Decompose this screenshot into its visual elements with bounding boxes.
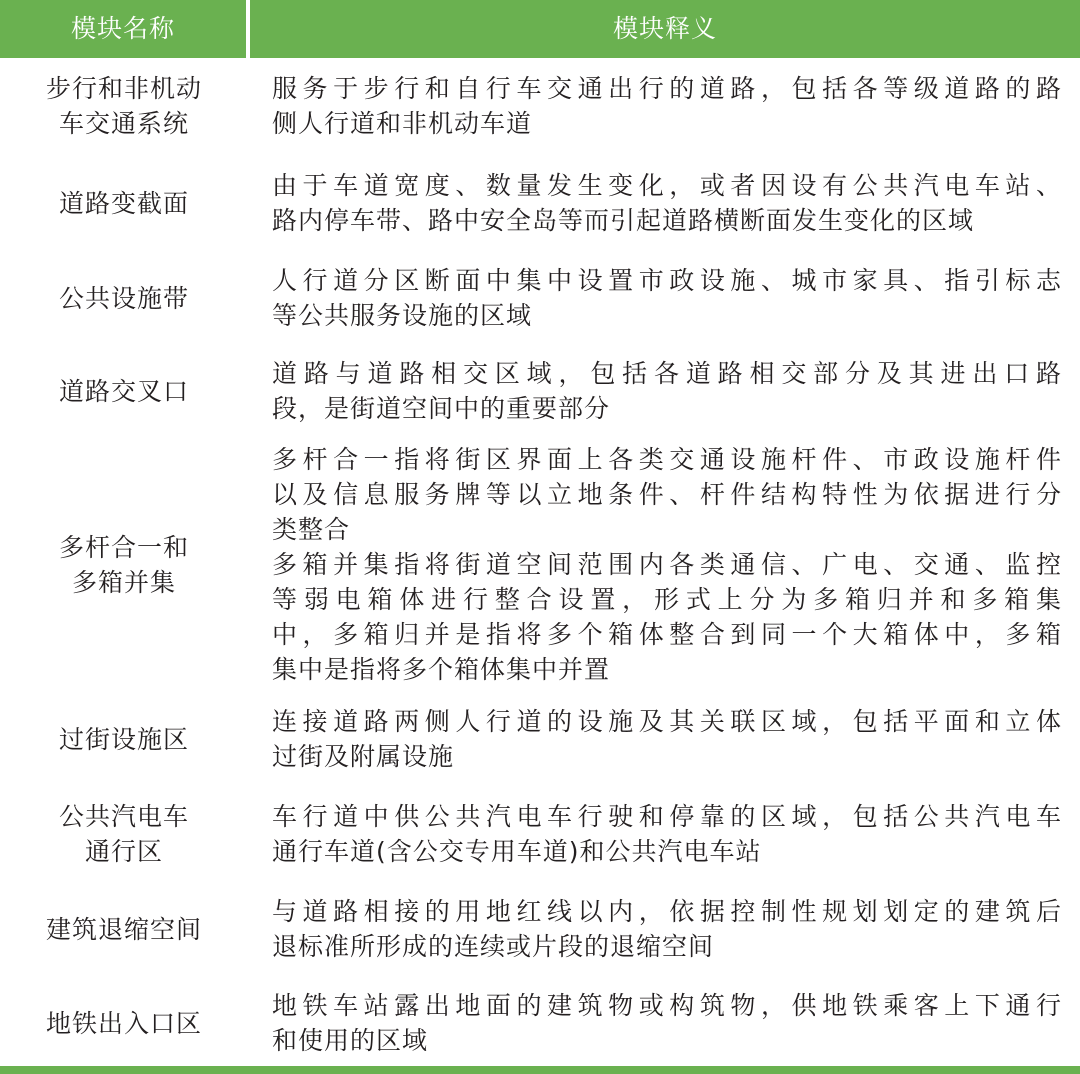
desc-line: 车行道中供公共汽电车行驶和停靠的区域，包括公共汽电车 — [272, 802, 1062, 831]
module-desc — [272, 441, 1062, 688]
desc-line: 路内停车带、路中安全岛等而引起道路横断面发生变化的区域 — [272, 206, 975, 235]
desc-line: 与道路相接的用地红线以内，依据控制性规划划定的建筑后 — [272, 897, 1062, 926]
desc-line: 道路与道路相交区域，包括各道路相交部分及其进出口路 — [272, 359, 1062, 388]
desc-line: 类整合 — [272, 515, 351, 544]
module-name: 道路交叉口 — [58, 376, 189, 406]
table-bottom-border — [0, 1066, 1080, 1074]
desc-line: 人行道分区断面中集中设置市政设施、城市家具、指引标志 — [272, 266, 1062, 295]
desc-line: 侧人行道和非机动车道 — [272, 109, 533, 138]
table-row — [0, 798, 1080, 870]
desc-line: 等公共服务设施的区域 — [272, 301, 533, 330]
module-name: 建筑退缩空间 — [45, 914, 202, 944]
module-desc — [272, 70, 1062, 142]
table-row — [0, 893, 1080, 965]
module-name: 多杆合一和 多箱并集 — [58, 532, 189, 597]
table-row — [0, 70, 1080, 142]
module-desc — [272, 262, 1062, 334]
desc-line: 由于车道宽度、数量发生变化，或者因设有公共汽电车站、 — [272, 171, 1062, 200]
desc-line: 过街及附属设施 — [272, 742, 455, 771]
desc-line: 多杆合一指将街区界面上各类交通设施杆件、市政设施杆件 — [272, 445, 1062, 474]
module-name: 过街设施区 — [58, 724, 189, 754]
module-desc — [272, 355, 1062, 427]
desc-line: 以及信息服务牌等以立地条件、杆件结构特性为依据进行分 — [272, 480, 1062, 509]
table-header — [0, 0, 1080, 58]
desc-line: 等弱电箱体进行整合设置，形式上分为多箱归并和多箱集 — [272, 585, 1062, 614]
desc-line: 地铁车站露出地面的建筑物或构筑物，供地铁乘客上下通行 — [272, 991, 1062, 1020]
desc-line: 和使用的区域 — [272, 1026, 429, 1055]
header-module-name: 模块名称 — [0, 0, 246, 58]
module-desc — [272, 167, 1062, 239]
module-desc — [272, 893, 1062, 965]
module-desc — [272, 987, 1062, 1059]
desc-line: 退标准所形成的连续或片段的退缩空间 — [272, 932, 715, 961]
desc-line: 集中是指将多个箱体集中并置 — [272, 655, 611, 684]
desc-line: 服务于步行和自行车交通出行的道路，包括各等级道路的路 — [272, 74, 1062, 103]
table-row — [0, 262, 1080, 334]
module-name: 步行和非机动 车交通系统 — [45, 74, 202, 138]
desc-line: 通行车道(含公交专用车道)和公共汽电车站 — [272, 837, 762, 866]
table-row — [0, 441, 1080, 688]
module-name: 公共设施带 — [58, 283, 189, 313]
table-row — [0, 167, 1080, 239]
module-desc — [272, 798, 1062, 870]
module-name: 道路变截面 — [58, 188, 189, 218]
desc-line: 多箱并集指将街道空间范围内各类通信、广电、交通、监控 — [272, 550, 1062, 579]
module-desc — [272, 703, 1062, 775]
module-name: 地铁出入口区 — [45, 1008, 202, 1038]
desc-line: 段，是街道空间中的重要部分 — [272, 394, 611, 423]
module-name: 公共汽电车 通行区 — [58, 802, 189, 866]
table-row — [0, 703, 1080, 775]
header-module-desc: 模块释义 — [250, 0, 1080, 58]
desc-line: 连接道路两侧人行道的设施及其关联区域，包括平面和立体 — [272, 707, 1062, 736]
table-row — [0, 987, 1080, 1059]
desc-line: 中，多箱归并是指将多个箱体整合到同一个大箱体中，多箱 — [272, 620, 1062, 649]
table-row — [0, 355, 1080, 427]
